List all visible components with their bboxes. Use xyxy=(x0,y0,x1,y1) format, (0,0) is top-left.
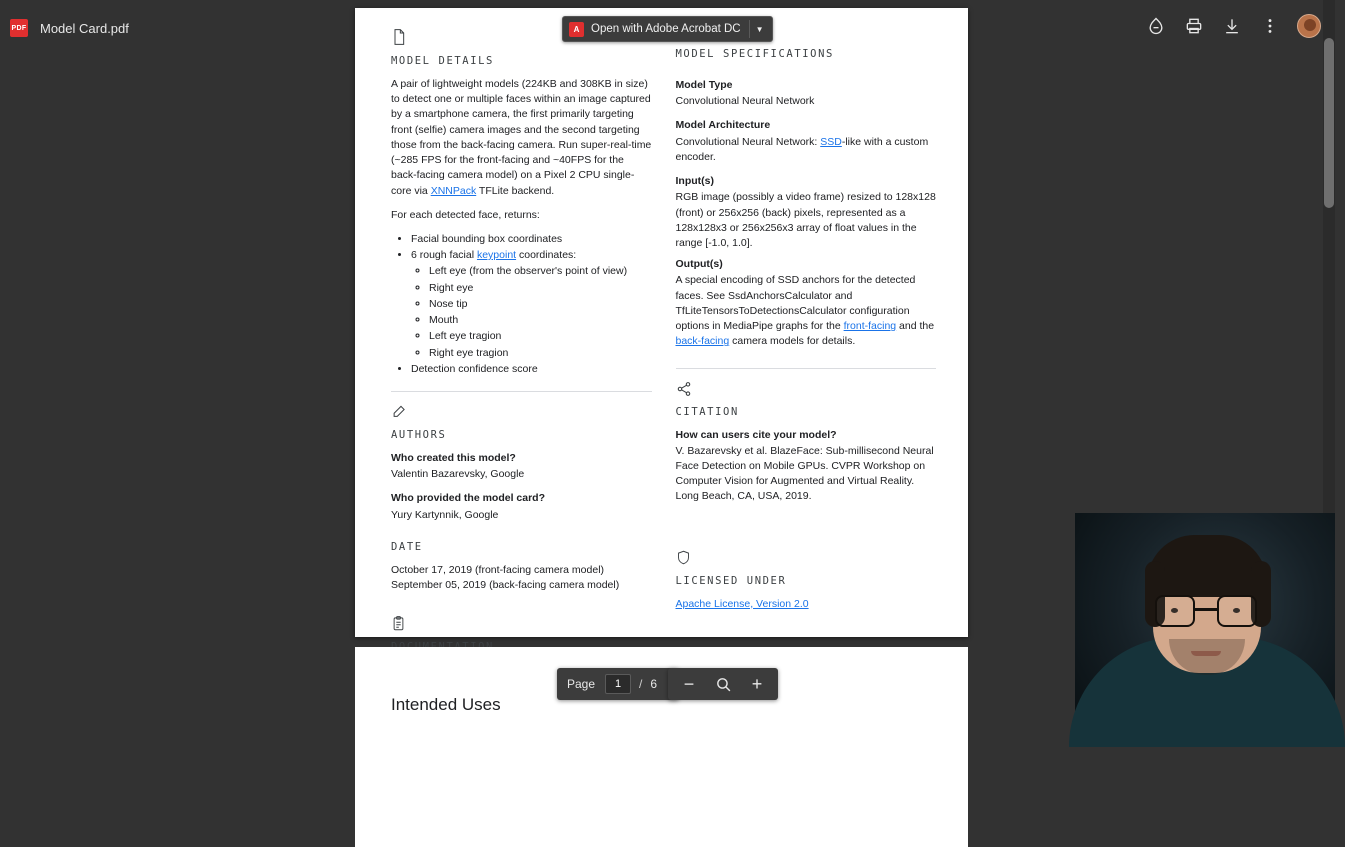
authors-heading: AUTHORS xyxy=(391,428,447,441)
license-link[interactable]: Apache License, Version 2.0 xyxy=(675,597,809,610)
list-item: ◦ Mouth xyxy=(429,313,652,328)
outputs-title: Output(s) xyxy=(675,258,723,271)
model-details-paragraph-1 xyxy=(391,77,652,199)
model-specifications-heading: MODEL SPECIFICATIONS xyxy=(675,48,834,60)
paragraph-1-pre: A pair of lightweight models (224KB and 308KB in size) to detect one or multiple faces within an image captured by a smartphone camera, the first primarily targeting front (selfie) camera images and the second targeting those from the back-facing camera. Run super-real-time (~285 FPS for the front-facing and ~40FPS for the back-facing camera model) on a Pixel 2 CPU single-core via xyxy=(391,78,652,197)
model-architecture-title: Model Architecture xyxy=(675,119,771,132)
list-item: ◦ Right eye tragion xyxy=(429,346,652,361)
list-item: ◦ Right eye xyxy=(429,281,652,296)
webcam-glasses-bridge xyxy=(1195,608,1217,611)
page-number-input[interactable]: 1 xyxy=(605,674,631,694)
keypoint-link[interactable]: keypoint xyxy=(476,249,517,262)
list-item: • Facial bounding box coordinates xyxy=(411,232,652,247)
total-pages-label: 6 xyxy=(650,677,658,691)
page-navigation-toolbar xyxy=(557,668,679,700)
outputs-mid: and the xyxy=(896,320,935,333)
open-with-acrobat-label: Open with Adobe Acrobat DC xyxy=(591,23,741,35)
next-page-heading: Intended Uses xyxy=(391,695,501,714)
more-options-icon[interactable] xyxy=(1259,15,1281,37)
inputs-value: RGB image (possibly a video frame) resized to 128x128 (front) or 256x256 (back) pixels, represented as a 128x128x3 or 256x256x3 array of float values in the range [-1.0, 1.0]. xyxy=(675,191,936,249)
divider xyxy=(749,20,750,38)
file-name-label: Model Card.pdf xyxy=(40,20,129,36)
authors-question-2: Who provided the model card? xyxy=(391,492,546,505)
page-label: Page xyxy=(567,677,596,691)
model-specifications-column xyxy=(676,28,937,678)
scrollbar-thumb[interactable] xyxy=(1324,38,1334,208)
model-type-title: Model Type xyxy=(675,79,733,91)
webcam-mouth xyxy=(1191,651,1221,656)
presenter-webcam xyxy=(1075,513,1335,713)
document-viewport[interactable] xyxy=(355,0,968,713)
zoom-in-button[interactable]: + xyxy=(751,674,763,694)
viewer-left-gutter xyxy=(0,56,355,713)
print-icon[interactable] xyxy=(1183,15,1205,37)
acrobat-icon: A xyxy=(569,22,584,37)
model-architecture-value xyxy=(676,135,937,165)
open-with-acrobat-button[interactable] xyxy=(562,16,773,42)
authors-question-1: Who created this model? xyxy=(391,451,516,464)
outputs-value xyxy=(676,273,937,349)
outputs-pre: A special encoding of SSD anchors for the detected faces. See SsdAnchorsCalculator and TfLiteTensorsToDetectionsCalculator configuration options in MediaPipe graphs for the xyxy=(675,274,916,333)
bullet-2-pre: 6 rough facial xyxy=(411,249,477,262)
xnnpack-link[interactable]: XNNPack xyxy=(430,184,477,197)
paragraph-1-post: TFLite backend. xyxy=(476,184,555,197)
model-details-heading: MODEL DETAILS xyxy=(391,55,494,67)
top-bar-actions xyxy=(1145,14,1321,38)
shield-icon xyxy=(676,549,937,571)
date-line-2: September 05, 2019 (back-facing camera model) xyxy=(391,579,620,592)
pdf-file-icon: PDF xyxy=(10,19,28,37)
list-item: ◦ Left eye (from the observer's point of view) xyxy=(429,264,652,279)
list-item xyxy=(411,248,652,361)
model-type-value: Convolutional Neural Network xyxy=(675,95,815,108)
webcam-glasses-left xyxy=(1155,595,1195,627)
ssd-link[interactable]: SSD xyxy=(820,135,842,148)
clipboard-icon xyxy=(391,615,652,637)
chevron-down-icon[interactable]: ▼ xyxy=(755,24,764,34)
pdf-page-1 xyxy=(355,8,968,637)
list-item: ◦ Left eye tragion xyxy=(429,329,652,344)
arch-pre: Convolutional Neural Network: xyxy=(675,135,821,148)
authors-answer-2: Yury Kartynnik, Google xyxy=(391,508,499,521)
download-icon[interactable] xyxy=(1221,15,1243,37)
bullet-2-post: coordinates: xyxy=(516,249,577,262)
front-facing-link[interactable]: front-facing xyxy=(843,320,897,333)
account-avatar[interactable] xyxy=(1297,14,1321,38)
date-heading: DATE xyxy=(391,540,423,553)
zoom-toolbar xyxy=(668,668,778,700)
inputs-title: Input(s) xyxy=(675,175,714,188)
zoom-out-button[interactable]: − xyxy=(683,674,695,694)
date-line-1: October 17, 2019 (front-facing camera model) xyxy=(391,563,605,576)
citation-heading: CITATION xyxy=(675,405,739,418)
annotate-icon[interactable] xyxy=(1145,15,1167,37)
returns-intro: For each detected face, returns: xyxy=(391,208,540,221)
arch-post: -like with a custom encoder. xyxy=(675,135,929,163)
list-item: ◦ Nose tip xyxy=(429,297,652,312)
back-facing-link[interactable]: back-facing xyxy=(675,335,730,348)
list-item: • Detection confidence score xyxy=(411,362,652,377)
outputs-post: camera models for details. xyxy=(729,335,856,348)
section-divider xyxy=(676,368,937,369)
citation-text: V. Bazarevsky et al. BlazeFace: Sub-millisecond Neural Face Detection on Mobile GPUs. CVPR Workshop on Computer Vision for Augmented and Virtual Reality. Long Beach, CA, USA, 2019. xyxy=(675,444,934,503)
returns-list xyxy=(391,232,652,377)
citation-question: How can users cite your model? xyxy=(675,428,837,441)
section-divider xyxy=(391,391,652,392)
model-details-column xyxy=(391,28,652,678)
keypoint-sublist xyxy=(411,264,652,360)
page-separator: / xyxy=(639,677,643,691)
license-heading: LICENSED UNDER xyxy=(675,574,787,587)
pencil-icon xyxy=(391,404,652,425)
share-icon xyxy=(676,381,937,402)
zoom-reset-icon[interactable] xyxy=(714,675,732,693)
webcam-glasses-right xyxy=(1217,595,1257,627)
authors-answer-1: Valentin Bazarevsky, Google xyxy=(391,468,525,481)
